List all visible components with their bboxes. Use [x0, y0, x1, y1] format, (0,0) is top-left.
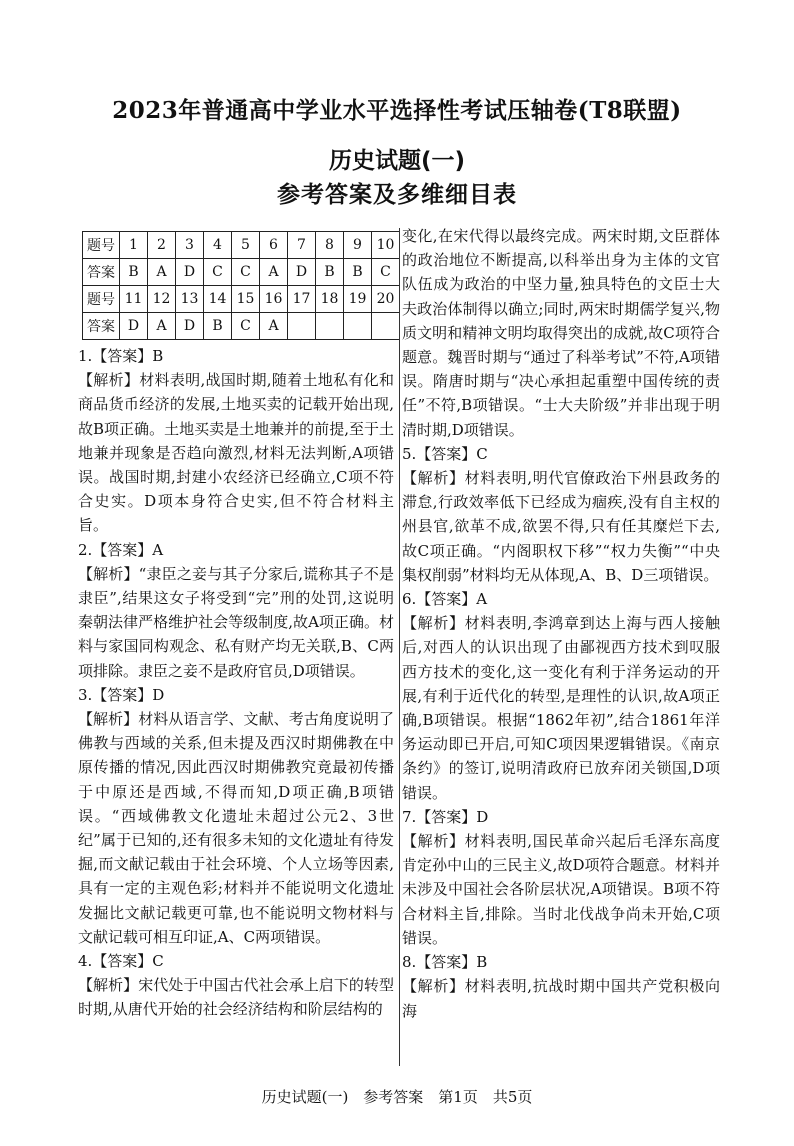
analysis-paragraph: 【解析】材料表明,战国时期,随着土地私有化和商品货币经济的发展,土地买卖的记载开始出现,故B项正确。土地买卖是土地兼并的前提,至于土地兼并现象是否趋向激烈,材料无法判断,A项错误。战国时期,封建小农经济已经确立,C项不符合史实。D项本身符合史实,但不符合材料主旨。 [78, 371, 394, 535]
question-number-cell: 3 [176, 232, 204, 259]
answer-heading: 5.【答案】C [402, 444, 488, 463]
analysis-paragraph: 【解析】“隶臣之妾与其子分家后,谎称其子不是隶臣”,结果这女子将受到“完”刑的处罚,这说明秦朝法律严格维护社会等级制度,故A项正确。材料与家国同构观念、私有财产均无关联,B、C两项排除。隶臣之妾不是政府官员,D项错误。 [78, 564, 394, 680]
question-number-cell: 1 [120, 232, 148, 259]
answer-cell: C [232, 259, 260, 286]
right-column [402, 224, 720, 1023]
answer-cell: C [232, 313, 260, 340]
question-number-cell: 12 [148, 286, 176, 313]
question-number-cell: 16 [260, 286, 288, 313]
answer-cell [316, 313, 344, 340]
question-number-cell: 19 [344, 286, 372, 313]
answer-heading: 6.【答案】A [402, 590, 488, 609]
answer-subtitle: 参考答案及多维细目表 [277, 182, 517, 208]
question-number-cell: 7 [288, 232, 316, 259]
question-row [83, 232, 400, 259]
column-divider [399, 228, 400, 1066]
analysis-paragraph: 【解析】材料从语言学、文献、考古角度说明了佛教与西域的关系,但未提及西汉时期佛教在中原传播的情况,因此西汉时期佛教究竟最初传播于中原还是西域,不得而知,D项正确,B项错误。“西域佛教文化遗址未超过公元2、3世纪”属于已知的,还有很多未知的文化遗址有待发掘,而文献记载由于社会环境、个人立场等因素,具有一定的主观色彩;材料并不能说明文化遗址发掘比文献记载更可靠,也不能说明文物材料与文献记载可相互印证,A、C两项错误。 [78, 710, 394, 946]
answer-cell: B [120, 259, 148, 286]
answer-heading: 4.【答案】C [78, 952, 164, 971]
analysis-paragraph: 【解析】材料表明,抗战时期中国共产党积极向海 [402, 977, 720, 1020]
answer-cell: C [204, 259, 232, 286]
question-number-cell: 11 [120, 286, 148, 313]
answer-cell: B [316, 259, 344, 286]
question-number-cell: 6 [260, 232, 288, 259]
question-number-cell: 20 [372, 286, 400, 313]
answer-cell [372, 313, 400, 340]
analysis-paragraph: 【解析】材料表明,明代官僚政治下州县政务的滞怠,行政效率低下已经成为痼疾,没有自主权的州县官,欲革不成,欲罢不得,只有任其糜烂下去,故C项正确。“内阁职权下移”“权力失衡”“中央集权削弱”材料均无从体现,A、B、D三项错误。 [402, 469, 720, 584]
analysis-paragraph: 【解析】材料表明,李鸿章到达上海与西人接触后,对西人的认识出现了由鄙视西方技术到叹服西方技术的变化,这一变化有利于洋务运动的开展,有利于近代化的转型,是理性的认识,故A项正确,B项错误。根据“1862年初”,结合1861年洋务运动即已开启,可知C项因果逻辑错误。《南京条约》的签订,说明清政府已放弃闭关锁国,D项错误。 [402, 614, 720, 802]
answer-cell: A [260, 259, 288, 286]
answer-cell: B [344, 259, 372, 286]
question-number-cell: 8 [316, 232, 344, 259]
row-label: 题号 [83, 286, 120, 313]
answer-heading: 7.【答案】D [402, 807, 489, 826]
answer-row [83, 259, 400, 286]
question-number-cell: 17 [288, 286, 316, 313]
answer-cell: D [120, 313, 148, 340]
page-footer: 历史试题(一) 参考答案 第1页 共5页 [261, 1088, 533, 1106]
answer-cell: B [204, 313, 232, 340]
answer-cell: A [260, 313, 288, 340]
question-number-cell: 15 [232, 286, 260, 313]
question-number-cell: 4 [204, 232, 232, 259]
subject-title: 历史试题(一) [328, 148, 466, 174]
analysis-paragraph: 【解析】宋代处于中国古代社会承上启下的转型时期,从唐代开始的社会经济结构和阶层结构的 [78, 976, 394, 1019]
question-number-cell: 14 [204, 286, 232, 313]
answer-heading: 2.【答案】A [78, 540, 164, 559]
answer-heading: 1.【答案】B [78, 347, 164, 365]
exam-title: 2023年普通高中学业水平选择性考试压轴卷(T8联盟) [112, 97, 682, 124]
answer-cell: C [372, 259, 400, 286]
answer-cell [344, 313, 372, 340]
answer-cell: D [176, 313, 204, 340]
answer-key-table [82, 231, 400, 340]
analysis-paragraph: 变化,在宋代得以最终完成。两宋时期,文臣群体的政治地位不断提高,以科举出身为主体的文官队伍成为政治的中坚力量,独具特色的文臣士大夫政治体制得以确立;同时,两宋时期儒学复兴,物质文明和精神文明均取得突出的成就,故C项符合题意。魏晋时期与“通过了科举考试”不符,A项错误。隋唐时期与“决心承担起重塑中国传统的责任”不符,B项错误。“士大夫阶级”并非出现于明清时期,D项错误。 [402, 227, 720, 439]
question-row [83, 286, 400, 313]
question-number-cell: 13 [176, 286, 204, 313]
answer-row [83, 313, 400, 340]
answer-heading: 3.【答案】D [78, 685, 165, 704]
row-label: 答案 [83, 259, 120, 286]
answer-cell: A [148, 313, 176, 340]
question-number-cell: 18 [316, 286, 344, 313]
answer-heading: 8.【答案】B [402, 953, 488, 972]
answer-cell: D [176, 259, 204, 286]
answer-cell: D [288, 259, 316, 286]
left-column [78, 344, 394, 1022]
row-label: 题号 [83, 232, 120, 259]
analysis-paragraph: 【解析】材料表明,国民革命兴起后毛泽东高度肯定孙中山的三民主义,故D项符合题意。材料并未涉及中国社会各阶层状况,A项错误。B项不符合材料主旨,排除。当时北伐战争尚未开始,C项错误。 [402, 832, 720, 947]
answer-cell: A [148, 259, 176, 286]
answer-cell [288, 313, 316, 340]
question-number-cell: 10 [372, 232, 400, 259]
question-number-cell: 2 [148, 232, 176, 259]
question-number-cell: 5 [232, 232, 260, 259]
question-number-cell: 9 [344, 232, 372, 259]
row-label: 答案 [83, 313, 120, 340]
